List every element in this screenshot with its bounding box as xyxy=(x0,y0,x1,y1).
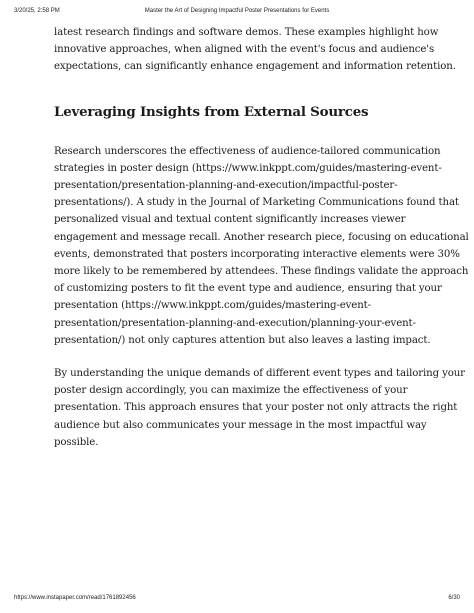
text-line: innovative approaches, when aligned with the event's focus and audience's xyxy=(54,44,435,56)
research-paragraph xyxy=(54,143,469,349)
text-line: presentation. This approach ensures that your poster not only attracts the right xyxy=(54,402,458,414)
text-line: possible. xyxy=(54,436,99,448)
text-line: presentation/presentation-planning-and-execution/impactful-poster- xyxy=(54,180,398,192)
text-line: more likely to be remembered by attendees. These findings validate the approach xyxy=(54,266,469,278)
text-line: of customizing posters to fit the event type and audience, ensuring that your xyxy=(54,283,442,295)
text-line: personalized visual and textual content significantly increases viewer xyxy=(54,214,406,226)
text-line: poster design accordingly, you can maximize the effectiveness of your xyxy=(54,385,408,397)
print-header xyxy=(0,8,474,20)
text-line: presentation/) not only captures attention but also leaves a lasting impact. xyxy=(54,334,431,346)
print-datetime: 3/20/25, 2:58 PM xyxy=(14,8,60,14)
text-line: By understanding the unique demands of different event types and tailoring your xyxy=(54,368,465,380)
section-heading: Leveraging Insights from External Sources xyxy=(54,103,369,120)
print-page-title: Master the Art of Designing Impactful Poster Presentations for Events xyxy=(144,8,330,14)
print-page-number: 6/30 xyxy=(448,595,460,601)
text-line: strategies in poster design (https://www.inkppt.com/guides/mastering-event- xyxy=(54,162,442,174)
summary-paragraph xyxy=(54,365,465,451)
text-line: presentation/presentation-planning-and-execution/planning-your-event- xyxy=(54,317,416,329)
article-body xyxy=(54,24,469,451)
text-line: audience but also communicates your message in the most impactful way xyxy=(54,419,427,431)
text-line: presentation (https://www.inkppt.com/guides/mastering-event- xyxy=(54,300,371,312)
text-line: engagement and message recall. Another research piece, focusing on educational xyxy=(54,231,469,243)
text-line: events, demonstrated that posters incorporating interactive elements were 30% xyxy=(54,248,460,260)
text-line: Research underscores the effectiveness of audience-tailored communication xyxy=(54,145,441,157)
text-line: expectations, can significantly enhance engagement and information retention. xyxy=(54,61,456,73)
print-footer xyxy=(0,595,474,605)
text-line: presentations/). A study in the Journal of Marketing Communications found that xyxy=(54,197,459,209)
text-line: latest research findings and software demos. These examples highlight how xyxy=(54,27,439,38)
intro-paragraph xyxy=(54,24,456,76)
print-source-url: https://www.instapaper.com/read/1761892456 xyxy=(14,595,136,601)
